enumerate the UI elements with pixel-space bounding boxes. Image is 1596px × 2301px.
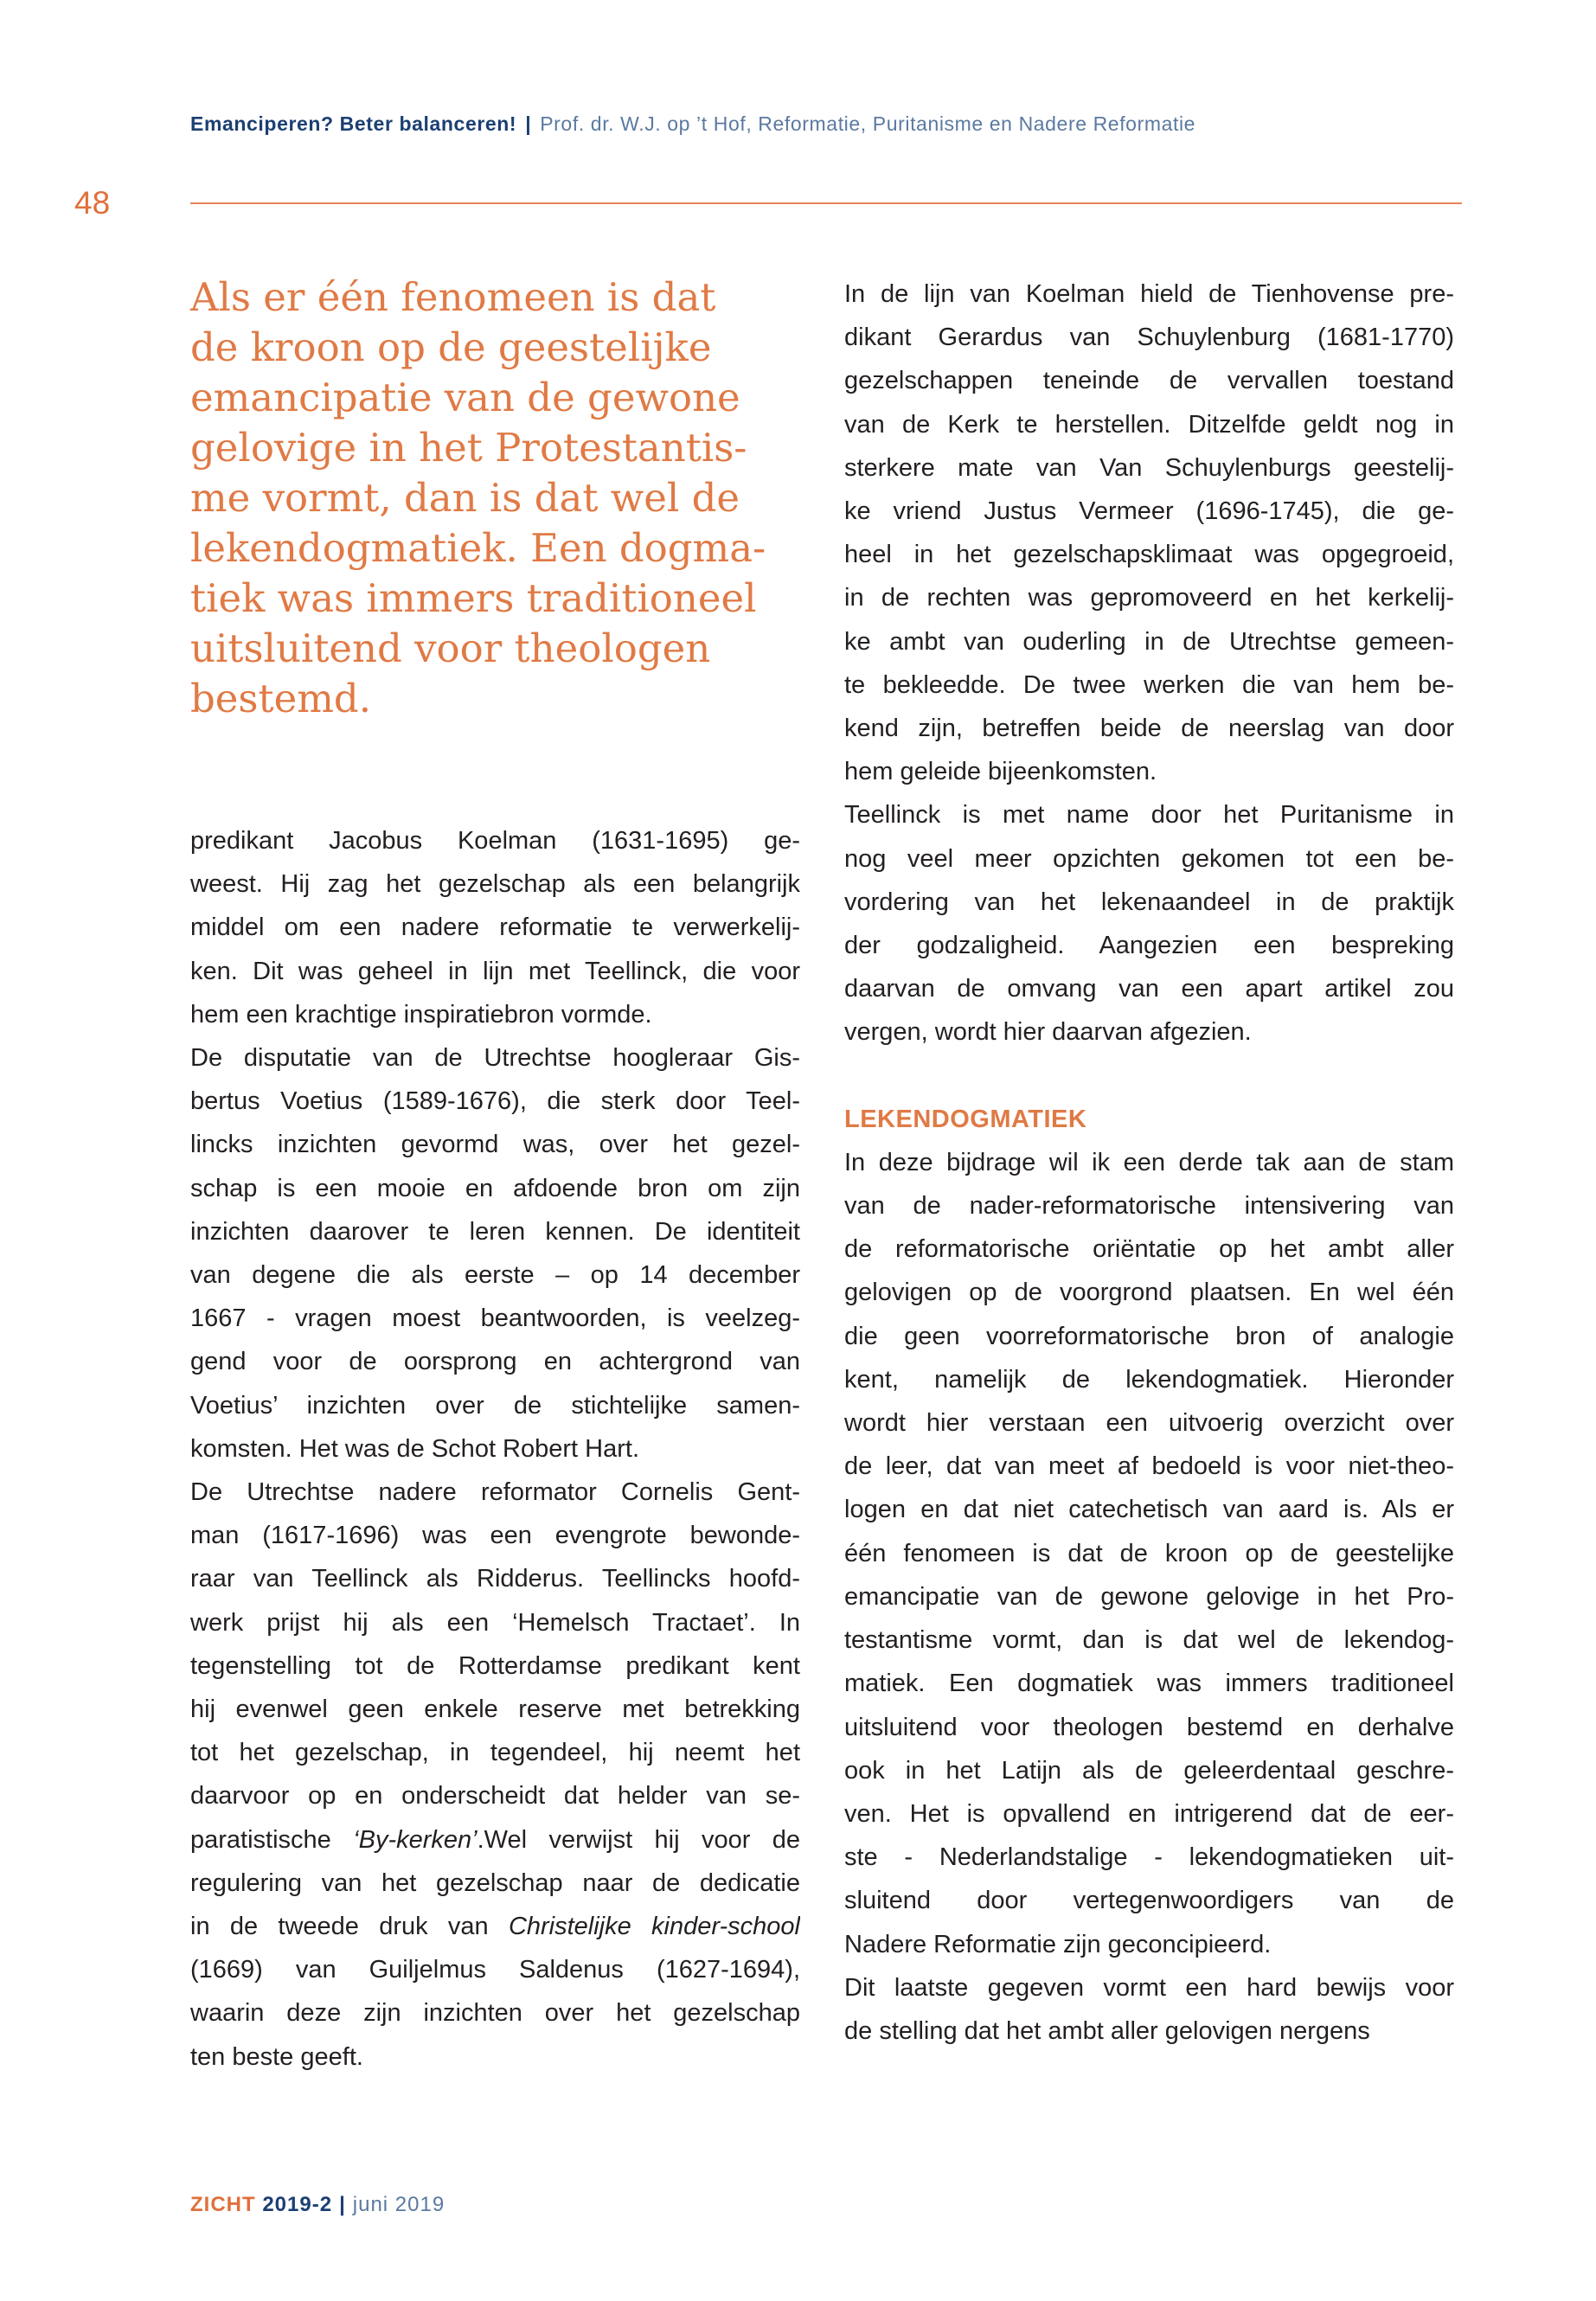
- text-line: middel om een nadere reformatie te verwerkelij-: [190, 913, 800, 942]
- text-line: In deze bijdrage wil ik een derde tak aan de stam: [844, 1148, 1454, 1176]
- text-line: logen en dat niet catechetisch van aard is. Als er: [844, 1496, 1454, 1524]
- text-line: hem geleide bijeenkomsten.: [844, 758, 1157, 786]
- issue-number: 2019-2: [262, 2193, 333, 2216]
- text-line: ten beste geeft.: [190, 2042, 363, 2071]
- right-column: [844, 272, 1454, 2053]
- text-line: die geen voorreformatorische bron of analogie: [844, 1322, 1454, 1350]
- text-line: paratistische ‘By-kerken’.Wel verwijst hij voor de: [190, 1825, 800, 1854]
- text-line: ke ambt van ouderling in de Utrechtse gemeen-: [844, 627, 1454, 656]
- text-line: Nadere Reformatie zijn geconcipieerd.: [844, 1930, 1272, 1958]
- text-line: uitsluitend voor theologen bestemd en derhalve: [844, 1713, 1454, 1741]
- text-line: wordt hier verstaan een uitvoerig overzicht over: [844, 1409, 1454, 1438]
- text-line: Dit laatste gegeven vormt een hard bewijs voor: [844, 1973, 1454, 2002]
- text-line: kent, namelijk de lekendogmatiek. Hieronder: [844, 1365, 1454, 1394]
- text-line: in de rechten was gepromoveerd en het kerkelij-: [844, 584, 1454, 612]
- footer-separator: |: [339, 2193, 346, 2216]
- italic-title: Christelijke kinder-school: [508, 1913, 800, 1941]
- text-line: sterkere mate van Van Schuylenburgs geestelij-: [844, 453, 1454, 482]
- text-line: 1667 - vragen moest beantwoorden, is veelzeg-: [190, 1304, 800, 1333]
- text-line: Teellinck is met name door het Puritanisme in: [844, 801, 1454, 830]
- pull-quote-line: de kroon op de geestelijke: [190, 324, 712, 370]
- text-line: weest. Hij zag het gezelschap als een belangrijk: [190, 870, 800, 899]
- text-line: Voetius’ inzichten over de stichtelijke samen-: [190, 1391, 800, 1420]
- pull-quote-line: lekendogmatiek. Een dogma-: [190, 525, 766, 571]
- text-line: testantisme vormt, dan is dat wel de lekendog-: [844, 1626, 1454, 1655]
- text-line: lincks inzichten gevormd was, over het gezel-: [190, 1131, 800, 1159]
- text-line: te bekleedde. De twee werken die van hem be-: [844, 670, 1454, 699]
- text-line: nog veel meer opzichten gekomen tot een be-: [844, 844, 1454, 873]
- text-line: dikant Gerardus van Schuylenburg (1681-1770): [844, 324, 1454, 352]
- text-line: regulering van het gezelschap naar de dedicatie: [190, 1868, 800, 1897]
- text-line: gelovigen op de voorgrond plaatsen. En wel één: [844, 1279, 1454, 1307]
- text-line: bertus Voetius (1589-1676), die sterk door Teel-: [190, 1087, 800, 1116]
- pull-quote-line: Als er één fenomeen is dat: [190, 274, 716, 320]
- text-line: werk prijst hij als een ‘Hemelsch Tractaet’. In: [190, 1608, 800, 1637]
- text-line: sluitend door vertegenwoordigers van de: [844, 1887, 1454, 1915]
- pull-quote-line: bestemd.: [190, 676, 372, 721]
- left-body-text: [190, 819, 800, 2079]
- text-line: inzichten daarover te leren kennen. De identiteit: [190, 1217, 800, 1246]
- pull-quote-line: uitsluitend voor theologen: [190, 625, 711, 671]
- text-line: (1669) van Guiljelmus Saldenus (1627-1694),: [190, 1956, 800, 1984]
- text-line: tot het gezelschap, in tegendeel, hij neemt het: [190, 1739, 800, 1767]
- page-number: 48: [74, 185, 111, 221]
- article-subtitle: Prof. dr. W.J. op ’t Hof, Reformatie, Puritanisme en Nadere Reformatie: [540, 112, 1196, 135]
- text-line: vergen, wordt hier daarvan afgezien.: [844, 1018, 1252, 1047]
- issue-date: juni 2019: [352, 2193, 445, 2216]
- pull-quote-line: gelovige in het Protestantis-: [190, 425, 747, 471]
- section-heading: LEKENDOGMATIEK: [844, 1105, 1087, 1133]
- magazine-name: ZICHT: [190, 2193, 256, 2216]
- text-line: daarvan de omvang van een apart artikel zou: [844, 975, 1454, 1003]
- pull-quote-line: emancipatie van de gewone: [190, 375, 740, 420]
- text-line: daarvoor op en onderscheidt dat helder van se-: [190, 1782, 800, 1811]
- text-line: de reformatorische oriëntatie op het ambt aller: [844, 1235, 1454, 1264]
- text-line: één fenomeen is dat de kroon op de geestelijke: [844, 1539, 1454, 1567]
- text-line: vordering van het lekenaandeel in de praktijk: [844, 888, 1454, 916]
- pull-quote-line: tiek was immers traditioneel: [190, 575, 757, 621]
- text-line: heel in het gezelschapsklimaat was opgegroeid,: [844, 541, 1454, 569]
- text-line: tegenstelling tot de Rotterdamse predikant kent: [190, 1651, 800, 1680]
- text-line: emancipatie van de gewone gelovige in het Pro-: [844, 1582, 1454, 1611]
- text-line: komsten. Het was de Schot Robert Hart.: [190, 1434, 639, 1463]
- text-line: predikant Jacobus Koelman (1631-1695) ge-: [190, 827, 800, 855]
- text-line: van de nader-reformatorische intensivering van: [844, 1192, 1454, 1221]
- text-line: de leer, dat van meet af bedoeld is voor niet-theo-: [844, 1452, 1454, 1481]
- running-header: [190, 112, 1471, 136]
- text-line: gend voor de oorsprong en achtergrond van: [190, 1348, 800, 1376]
- text-line: ste - Nederlandstalige - lekendogmatieken uit-: [844, 1843, 1454, 1872]
- right-body-text-before: [844, 272, 1454, 1054]
- left-column: [190, 272, 800, 2079]
- text-line: raar van Teellinck als Ridderus. Teellincks hoofd-: [190, 1565, 800, 1593]
- text-line: der godzaligheid. Aangezien een bespreking: [844, 932, 1454, 960]
- paragraph: [190, 1036, 800, 1471]
- journal-section-title: Emanciperen? Beter balanceren!: [190, 112, 517, 135]
- pull-quote-line: me vormt, dan is dat wel de: [190, 475, 740, 521]
- text-line: gezelschappen teneinde de vervallen toestand: [844, 367, 1454, 395]
- text-line: De Utrechtse nadere reformator Cornelis Gent-: [190, 1478, 800, 1507]
- text-line: van degene die als eerste – op 14 december: [190, 1261, 800, 1290]
- text-line: hem een krachtige inspiratiebron vormde.: [190, 1000, 652, 1029]
- text-line: de stelling dat het ambt aller gelovigen nergens: [844, 2016, 1370, 2045]
- text-line: kend zijn, betreffen beide de neerslag van door: [844, 715, 1454, 743]
- text-line: van de Kerk te herstellen. Ditzelfde geldt nog in: [844, 410, 1454, 439]
- pull-quote: [190, 272, 800, 724]
- text-line: schap is een mooie en afdoende bron om zijn: [190, 1174, 800, 1202]
- paragraph: [190, 1471, 800, 2079]
- text-line: ook in het Latijn als de geleerdentaal geschre-: [844, 1756, 1454, 1785]
- text-line: ven. Het is opvallend en intrigerend dat de eer-: [844, 1799, 1454, 1828]
- paragraph: [844, 793, 1454, 1054]
- text-line: In de lijn van Koelman hield de Tienhovense pre-: [844, 280, 1454, 308]
- text-line: matiek. Een dogmatiek was immers traditioneel: [844, 1670, 1454, 1698]
- paragraph: [190, 819, 800, 1036]
- text-line: in de tweede druk van Christelijke kinder-school: [190, 1913, 800, 1941]
- italic-title: ‘By-kerken’: [353, 1825, 478, 1854]
- text-line: waarin deze zijn inzichten over het gezelschap: [190, 1999, 800, 2028]
- text-line: ke vriend Justus Vermeer (1696-1745), die ge-: [844, 497, 1454, 526]
- paragraph: [844, 1141, 1454, 1966]
- text-line: man (1617-1696) was een evengrote bewonde-: [190, 1522, 800, 1550]
- footer: [190, 2193, 445, 2217]
- header-separator: |: [525, 112, 532, 135]
- right-body-text-after: [844, 1141, 1454, 2053]
- text-line: De disputatie van de Utrechtse hoogleraar Gis-: [190, 1044, 800, 1073]
- text-line: hij evenwel geen enkele reserve met betrekking: [190, 1695, 800, 1724]
- paragraph: [844, 1966, 1454, 2053]
- text-line: ken. Dit was geheel in lijn met Teellinck, die voor: [190, 957, 800, 985]
- header-rule: [190, 202, 1462, 204]
- paragraph: [844, 272, 1454, 793]
